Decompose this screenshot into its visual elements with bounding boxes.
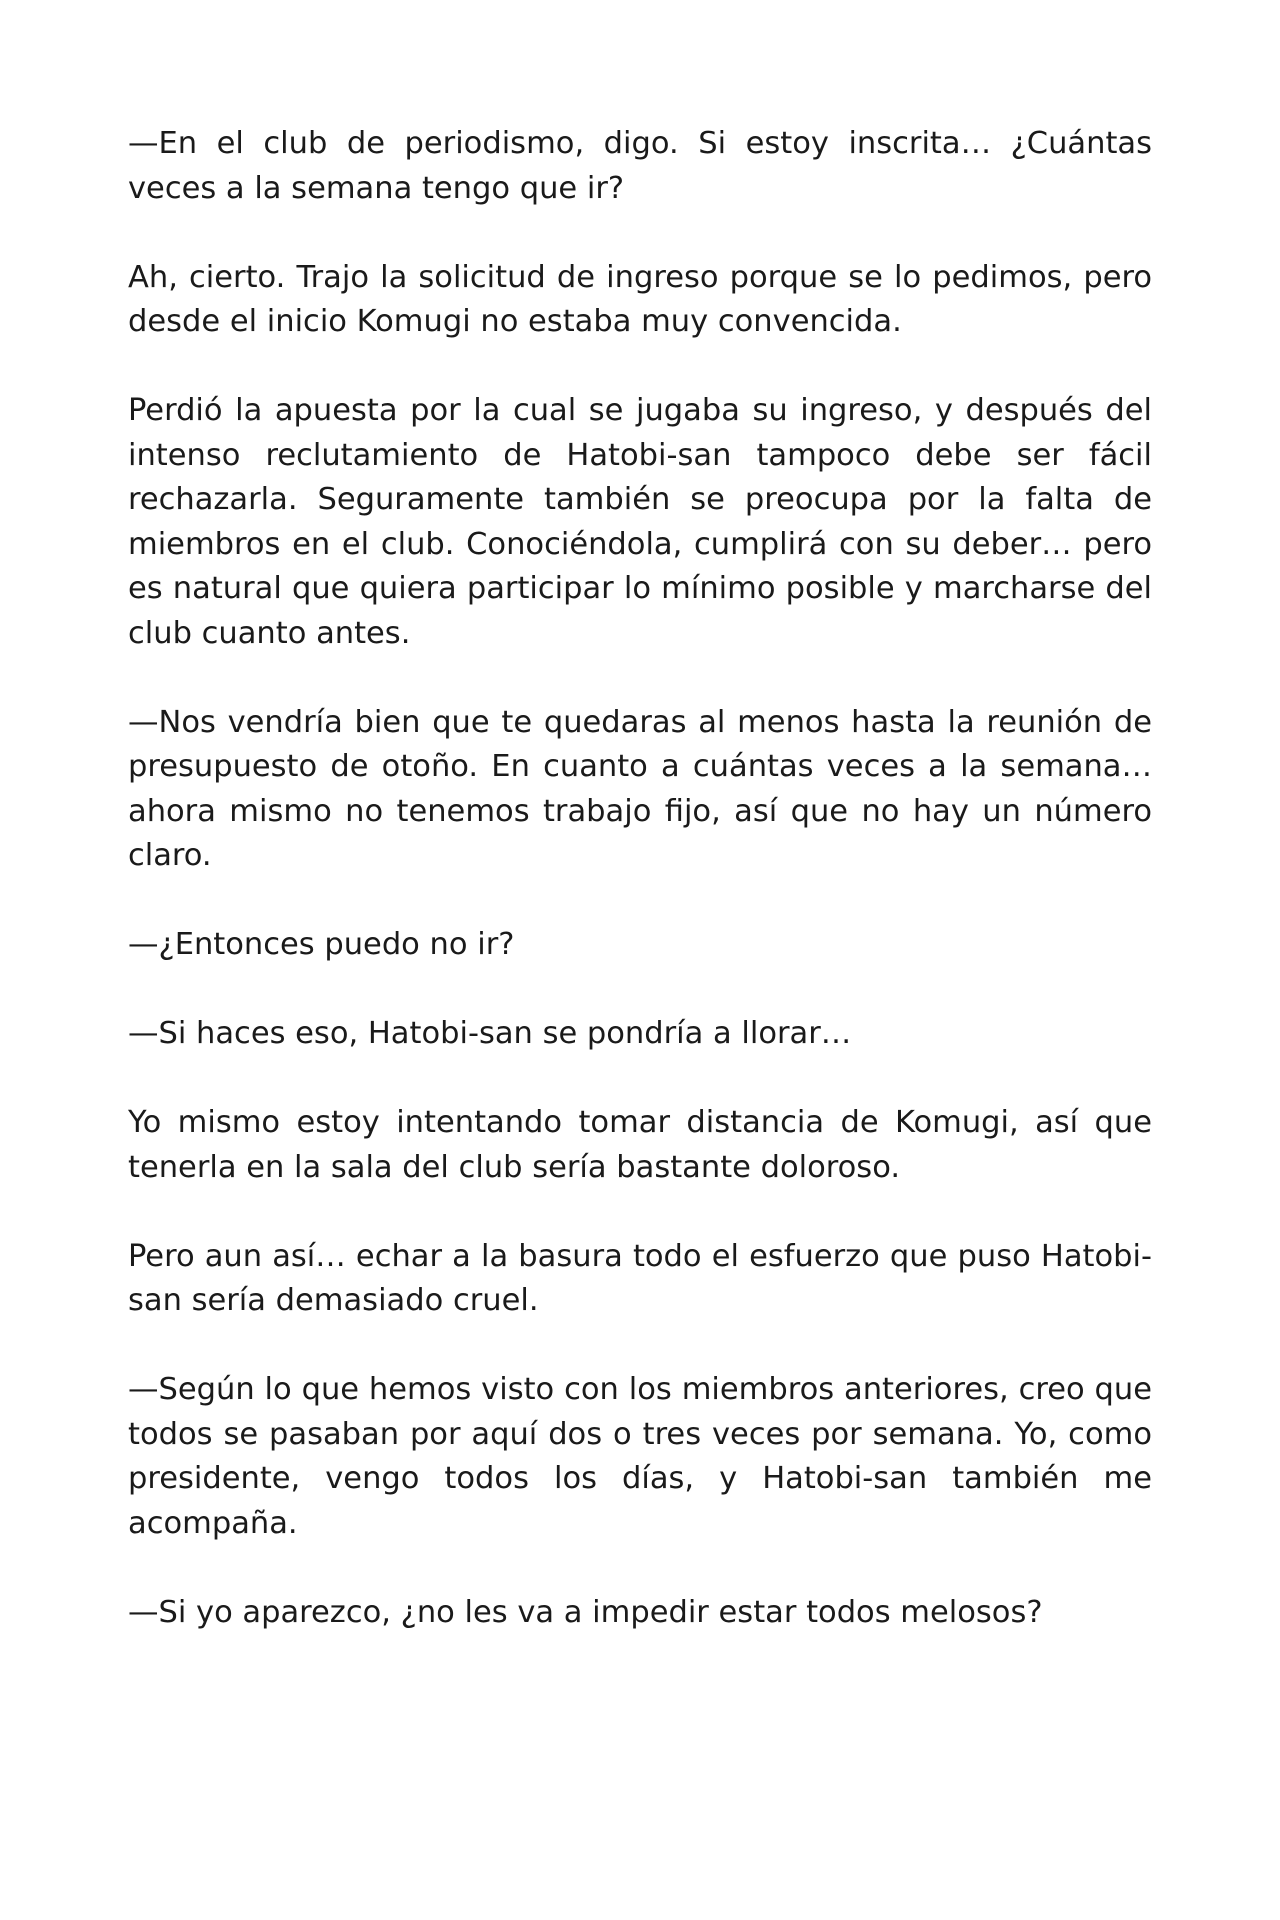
paragraph-3: Perdió la apuesta por la cual se jugaba su ingreso, y después del intenso reclutamiento de Hatobi-san tampoco debe ser fácil rechazarla. Seguramente también se preocupa por la falta de miembros en el club. Conociéndola, cumplirá con su deber… pero es natural que quiera participar lo mínimo posible y marcharse del club cuanto antes.	[128, 393, 1152, 651]
body-text	[128, 122, 1152, 1680]
paragraph-6: —Si haces eso, Hatobi-san se pondría a llorar…	[128, 1016, 852, 1051]
paragraph-9: —Según lo que hemos visto con los miembros anteriores, creo que todos se pasaban por aquí dos o tres veces por semana. Yo, como presidente, vengo todos los días, y Hatobi-san también me acompaña.	[128, 1372, 1152, 1541]
paragraph-10: —Si yo aparezco, ¿no les va a impedir estar todos melosos?	[128, 1594, 1043, 1630]
paragraph-2: Ah, cierto. Trajo la solicitud de ingreso porque se lo pedimos, pero desde el inicio Komugi no estaba muy convencida.	[128, 259, 1152, 339]
paragraph-1: —En el club de periodismo, digo. Si estoy inscrita… ¿Cuántas veces a la semana tengo que ir?	[128, 126, 1152, 206]
paragraph-5: —¿Entonces puedo no ir?	[128, 927, 515, 962]
paragraph-7: Yo mismo estoy intentando tomar distancia de Komugi, así que tenerla en la sala del club sería bastante doloroso.	[128, 1105, 1152, 1185]
paragraph-4: —Nos vendría bien que te quedaras al menos hasta la reunión de presupuesto de otoño. En cuanto a cuántas veces a la semana… ahora mismo no tenemos trabajo fijo, así que no hay un número claro.	[128, 704, 1152, 873]
paragraph-8: Pero aun así… echar a la basura todo el esfuerzo que puso Hatobi-san sería demasiado cruel.	[128, 1238, 1152, 1318]
